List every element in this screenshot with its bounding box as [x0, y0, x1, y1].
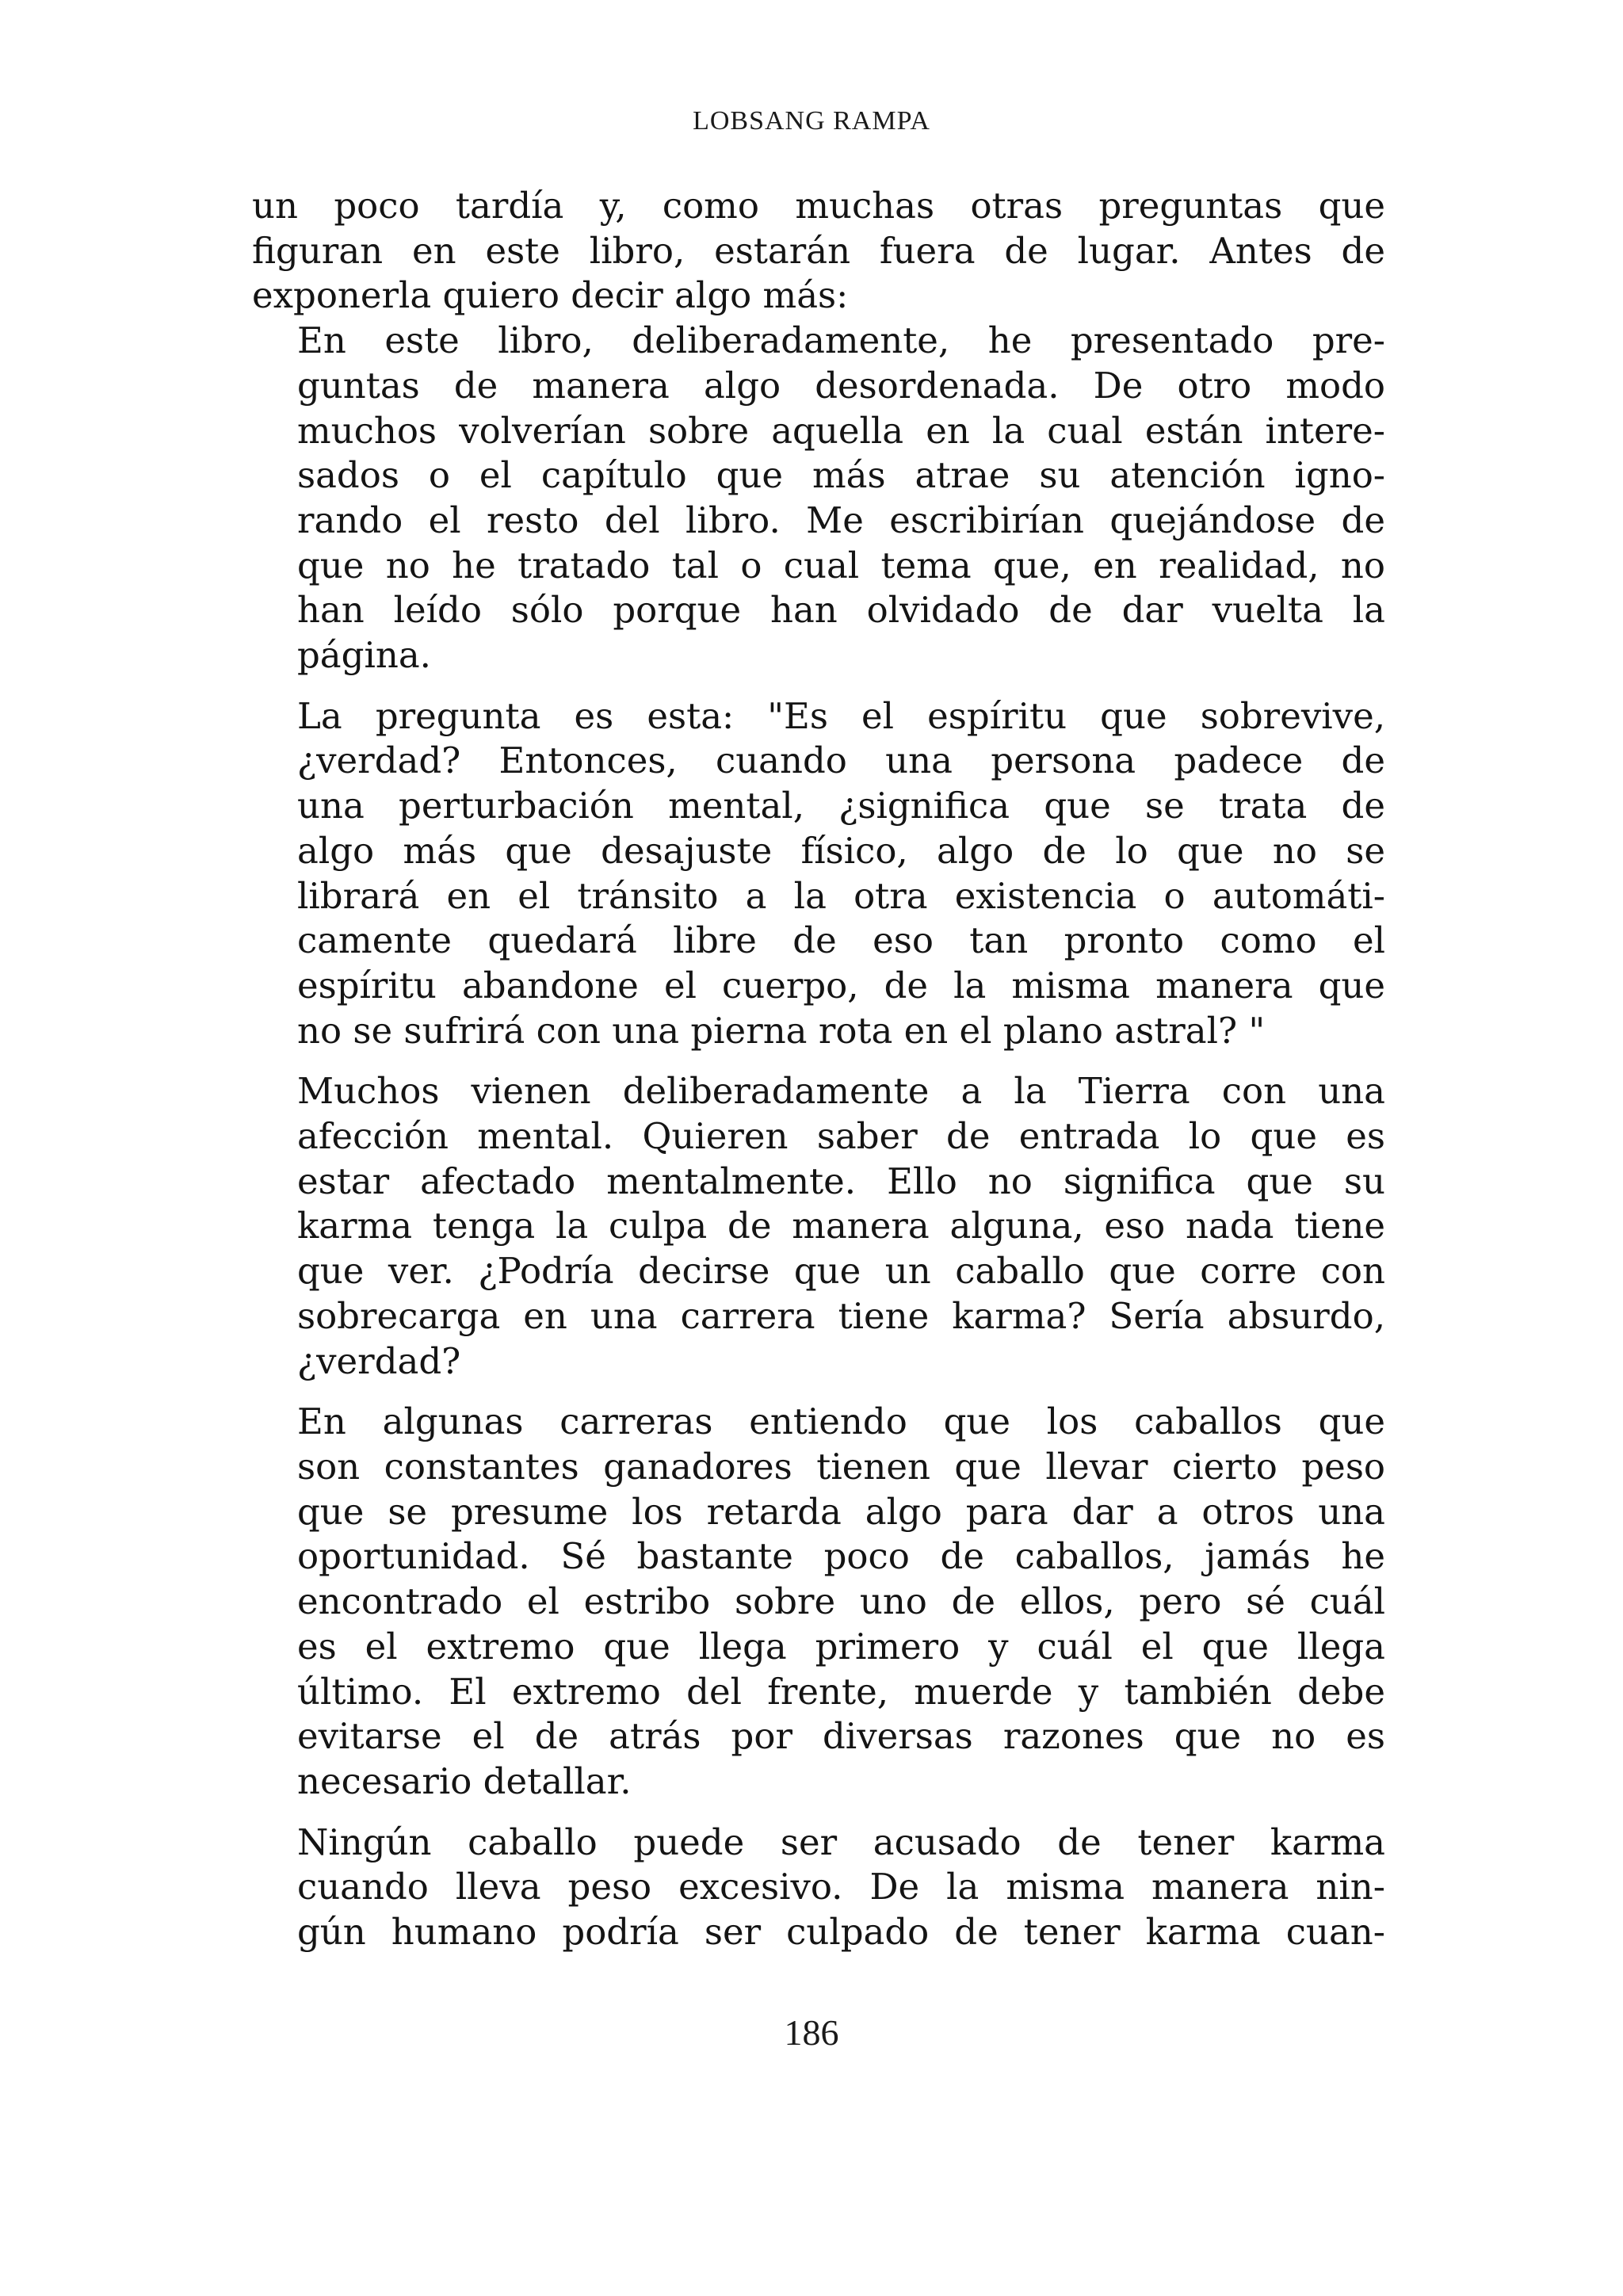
text-line: cuando lleva peso excesivo. De la misma manera nin-: [297, 1866, 1385, 1908]
text-line: exponerla quiero decir algo más:: [252, 274, 849, 317]
text-line: último. El extremo del frente, muerde y también debe: [297, 1670, 1385, 1713]
text-line: han leído sólo porque han olvidado de dar vuelta la: [297, 589, 1385, 632]
text-line: ¿verdad?: [297, 1339, 461, 1382]
text-line: En este libro, deliberadamente, he presentado pre-: [297, 319, 1385, 362]
text-line: La pregunta es esta: "Es el espíritu que sobrevive,: [297, 694, 1385, 737]
text-line: espíritu abandone el cuerpo, de la misma manera que: [297, 964, 1385, 1007]
text-line: evitarse el de atrás por diversas razones que no es: [297, 1715, 1385, 1758]
text-line: que se presume los retarda algo para dar a otros una: [297, 1490, 1385, 1533]
text-line: es el extremo que llega primero y cuál el que llega: [297, 1625, 1385, 1668]
text-line: sados o el capítulo que más atrae su atención igno-: [297, 454, 1385, 497]
text-line: encontrado el estribo sobre uno de ellos, pero sé cuál: [297, 1580, 1385, 1623]
paragraph: [252, 694, 1385, 1054]
text-line: afección mental. Quieren saber de entrada lo que es: [297, 1115, 1385, 1158]
text-line: que no he tratado tal o cual tema que, en realidad, no: [297, 544, 1385, 586]
text-line: oportunidad. Sé bastante poco de caballos, jamás he: [297, 1535, 1385, 1578]
page-number: 186: [784, 2012, 839, 2053]
paragraph: [252, 184, 1385, 319]
text-line: figuran en este libro, estarán fuera de lugar. Antes de: [252, 229, 1385, 272]
text-line: algo más que desajuste físico, algo de lo que no se: [297, 829, 1385, 872]
paragraph: [252, 1820, 1385, 1955]
text-line: estar afectado mentalmente. Ello no significa que su: [297, 1159, 1385, 1202]
text-line: Ningún caballo puede ser acusado de tener karma: [297, 1820, 1385, 1863]
text-line: una perturbación mental, ¿significa que se trata de: [297, 785, 1385, 827]
body-text: [252, 184, 1385, 1955]
text-line: rando el resto del libro. Me escribirían quejándose de: [297, 499, 1385, 541]
text-line: camente quedará libre de eso tan pronto como el: [297, 919, 1385, 962]
running-head: LOBSANG RAMPA: [693, 106, 930, 136]
text-line: Muchos vienen deliberadamente a la Tierra con una: [297, 1070, 1385, 1113]
text-line: página.: [297, 634, 431, 677]
text-line: En algunas carreras entiendo que los caballos que: [297, 1400, 1385, 1443]
text-line: gún humano podría ser culpado de tener karma cuan-: [297, 1911, 1385, 1954]
text-line: muchos volverían sobre aquella en la cual están intere-: [297, 409, 1385, 452]
text-line: necesario detallar.: [297, 1759, 632, 1802]
text-line: son constantes ganadores tienen que llevar cierto peso: [297, 1445, 1385, 1488]
text-line: no se sufrirá con una pierna rota en el plano astral? ": [297, 1009, 1266, 1052]
text-line: guntas de manera algo desordenada. De otro modo: [297, 364, 1385, 407]
text-line: que ver. ¿Podría decirse que un caballo que corre con: [297, 1250, 1385, 1293]
text-line: sobrecarga en una carrera tiene karma? Sería absurdo,: [297, 1294, 1385, 1337]
paragraph: [252, 1400, 1385, 1804]
text-line: karma tenga la culpa de manera alguna, eso nada tiene: [297, 1205, 1385, 1247]
paragraph: [252, 1069, 1385, 1384]
text-line: ¿verdad? Entonces, cuando una persona padece de: [297, 739, 1385, 782]
paragraph: [252, 319, 1385, 678]
text-line: librará en el tránsito a la otra existencia o automáti-: [297, 874, 1385, 917]
text-line: un poco tardía y, como muchas otras preguntas que: [252, 185, 1385, 227]
